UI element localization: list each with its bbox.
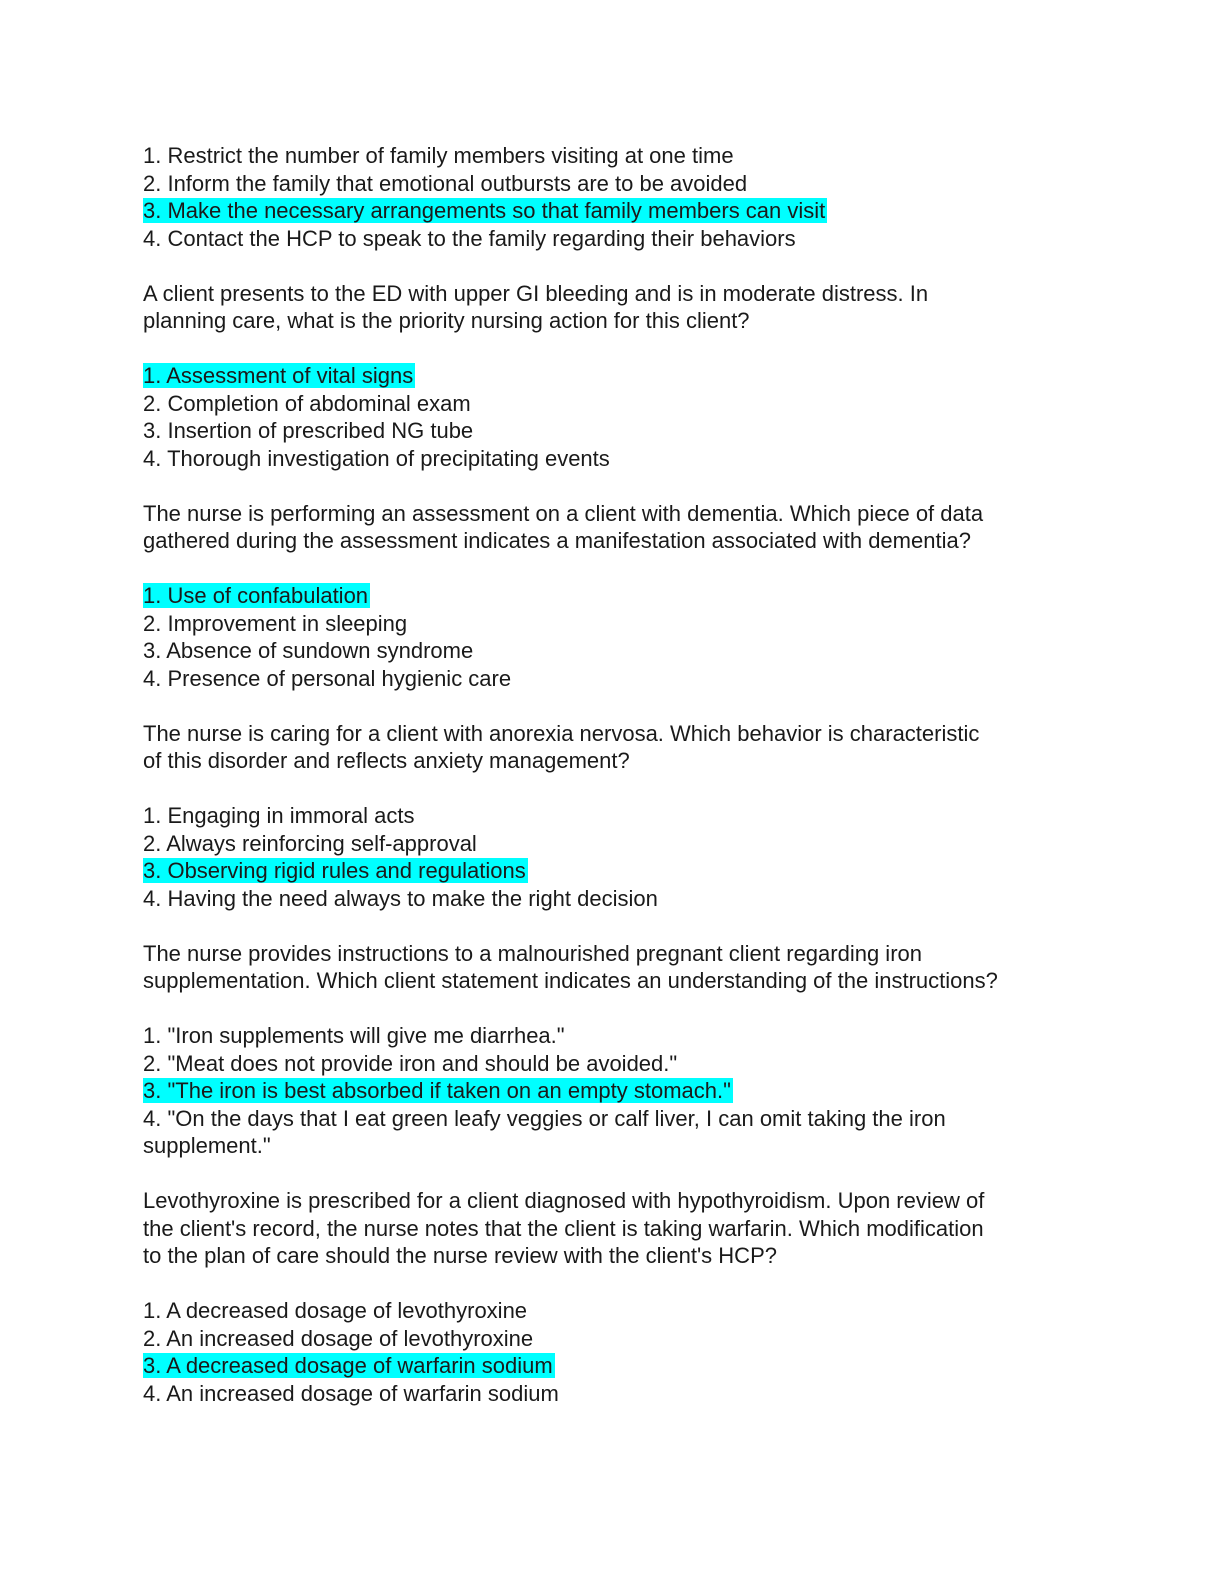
highlighted-answer-text: 3. "The iron is best absorbed if taken on an empty stomach." [143, 1078, 731, 1103]
answer-option [143, 1297, 1103, 1325]
answer-option [143, 142, 1103, 170]
answer-option [143, 1022, 1103, 1050]
answer-option [143, 417, 1103, 445]
answer-text: supplement." [143, 1133, 271, 1158]
question-line: The nurse is performing an assessment on a client with dementia. Which piece of data [143, 500, 984, 526]
spacer [143, 775, 1103, 803]
answer-text: 2. Inform the family that emotional outbursts are to be avoided [143, 170, 748, 196]
answer-text: 4. Contact the HCP to speak to the family regarding their behaviors [143, 225, 796, 251]
spacer [143, 912, 1103, 940]
document-page [143, 142, 1103, 1407]
answer-option [143, 665, 1103, 693]
answer-option [143, 610, 1103, 638]
answer-option-correct [143, 197, 1103, 225]
spacer [143, 472, 1103, 500]
answer-option [143, 802, 1103, 830]
answer-option [143, 1380, 1103, 1408]
answer-text: 1. Restrict the number of family members visiting at one time [143, 143, 734, 168]
answer-text: 4. "On the days that I eat green leafy veggies or calf liver, I can omit taking the iron [143, 1105, 946, 1131]
answer-option [143, 445, 1103, 473]
highlighted-answer-text: 3. Observing rigid rules and regulations [143, 858, 526, 883]
question-block [143, 940, 1103, 1160]
question-line: supplementation. Which client statement indicates an understanding of the instructions? [143, 968, 998, 993]
question-block [143, 142, 1103, 252]
answer-text: 4. An increased dosage of warfarin sodium [143, 1380, 559, 1406]
question-line: The nurse is caring for a client with anorexia nervosa. Which behavior is characteristic [143, 720, 980, 746]
answer-option-correct [143, 362, 1103, 390]
answer-option-continuation [143, 1132, 1103, 1160]
spacer [143, 335, 1103, 363]
question-block [143, 720, 1103, 913]
spacer [143, 252, 1103, 280]
answer-option [143, 637, 1103, 665]
answer-text: 2. An increased dosage of levothyroxine [143, 1325, 534, 1351]
question-line: planning care, what is the priority nursing action for this client? [143, 308, 750, 333]
answer-text: 2. "Meat does not provide iron and should be avoided." [143, 1050, 678, 1076]
question-line: of this disorder and reflects anxiety management? [143, 748, 630, 773]
spacer [143, 555, 1103, 583]
question-block [143, 280, 1103, 473]
answer-option-correct [143, 582, 1103, 610]
answer-text: 3. Absence of sundown syndrome [143, 638, 474, 663]
answer-option [143, 170, 1103, 198]
spacer [143, 1270, 1103, 1298]
question-block [143, 1187, 1103, 1407]
answer-text: 1. Engaging in immoral acts [143, 803, 415, 828]
spacer [143, 692, 1103, 720]
question-line: A client presents to the ED with upper GI bleeding and is in moderate distress. In [143, 280, 929, 306]
answer-option-correct [143, 1077, 1103, 1105]
answer-option [143, 1325, 1103, 1353]
question-line: the client's record, the nurse notes that the client is taking warfarin. Which modification [143, 1215, 984, 1241]
answer-option [143, 830, 1103, 858]
highlighted-answer-text: 3. A decreased dosage of warfarin sodium [143, 1353, 553, 1378]
highlighted-answer-text: 3. Make the necessary arrangements so that family members can visit [143, 198, 826, 223]
answer-text: 1. "Iron supplements will give me diarrhea." [143, 1023, 565, 1048]
answer-option [143, 390, 1103, 418]
answer-text: 4. Having the need always to make the right decision [143, 885, 658, 911]
highlighted-answer-text: 1. Use of confabulation [143, 583, 369, 608]
answer-text: 4. Thorough investigation of precipitating events [143, 445, 610, 471]
spacer [143, 995, 1103, 1023]
answer-option [143, 1105, 1103, 1133]
question-line: Levothyroxine is prescribed for a client diagnosed with hypothyroidism. Upon review of [143, 1188, 985, 1213]
answer-option [143, 885, 1103, 913]
question-line: The nurse provides instructions to a malnourished pregnant client regarding iron [143, 940, 922, 966]
answer-option-correct [143, 857, 1103, 885]
answer-option-correct [143, 1352, 1103, 1380]
question-line: to the plan of care should the nurse review with the client's HCP? [143, 1243, 777, 1268]
answer-text: 3. Insertion of prescribed NG tube [143, 418, 474, 443]
answer-text: 1. A decreased dosage of levothyroxine [143, 1298, 528, 1323]
answer-text: 2. Completion of abdominal exam [143, 390, 471, 416]
answer-text: 4. Presence of personal hygienic care [143, 665, 512, 691]
highlighted-answer-text: 1. Assessment of vital signs [143, 363, 414, 388]
answer-option [143, 1050, 1103, 1078]
question-line: gathered during the assessment indicates a manifestation associated with dementia? [143, 528, 971, 553]
spacer [143, 1160, 1103, 1188]
answer-text: 2. Always reinforcing self-approval [143, 830, 477, 856]
answer-option [143, 225, 1103, 253]
question-block [143, 500, 1103, 693]
answer-text: 2. Improvement in sleeping [143, 610, 408, 636]
